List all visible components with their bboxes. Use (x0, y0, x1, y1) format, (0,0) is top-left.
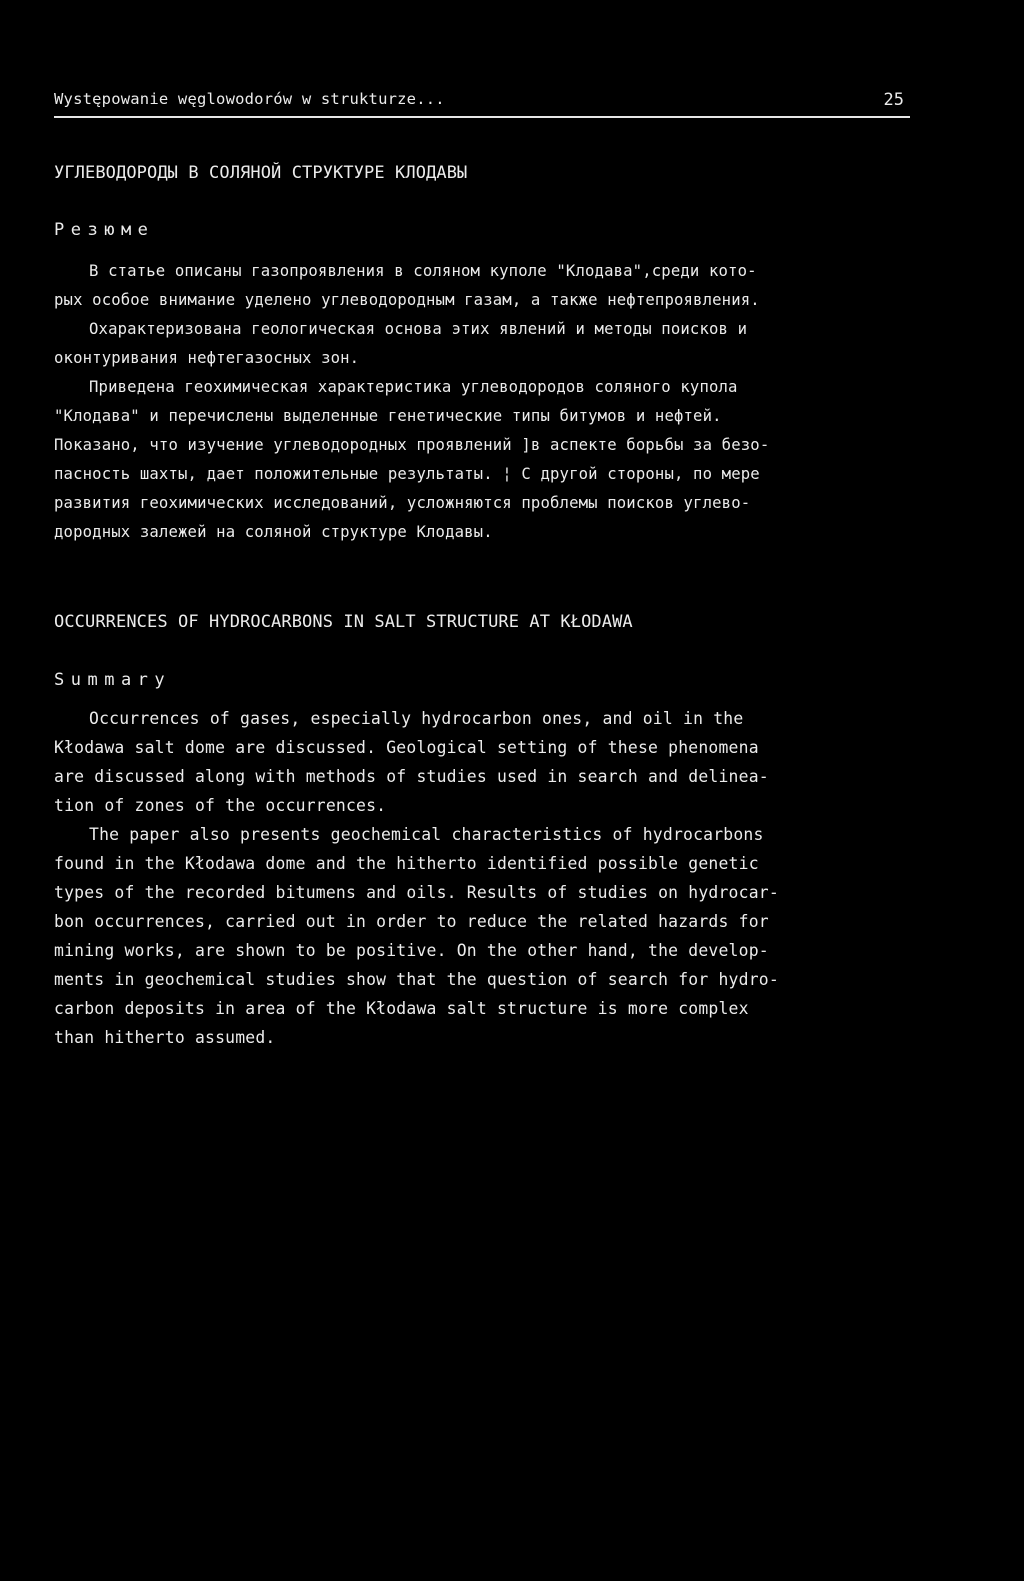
text-line: mining works, are shown to be positive. On the other hand, the develop- (54, 941, 769, 960)
text-line: В статье описаны газопроявления в соляном куполе "Клодава",среди кото- (89, 262, 757, 280)
english-summary-label: Summary (54, 670, 172, 690)
running-title: Występowanie węglowodorów w strukturze... (54, 90, 445, 108)
text-line: tion of zones of the occurrences. (54, 796, 387, 815)
russian-title: УГЛЕВОДОРОДЫ В СОЛЯНОЙ СТРУКТУРЕ КЛОДАВЫ (54, 163, 468, 183)
text-line: Охарактеризована геологическая основа этих явлений и методы поисков и (89, 320, 748, 338)
text-line: The paper also presents geochemical characteristics of hydrocarbons (89, 825, 764, 844)
text-line: than hitherto assumed. (54, 1028, 276, 1047)
text-line: Occurrences of gases, especially hydrocarbon ones, and oil in the (89, 709, 744, 728)
text-line: рых особое внимание уделено углеводородным газам, а также нефтепроявления. (54, 291, 760, 309)
text-line: found in the Kłodawa dome and the hitherto identified possible genetic (54, 854, 759, 873)
text-line: bon occurrences, carried out in order to reduce the related hazards for (54, 912, 769, 931)
russian-summary-label: Резюме (54, 220, 155, 240)
english-title: OCCURRENCES OF HYDROCARBONS IN SALT STRUCTURE AT KŁODAWA (54, 612, 633, 632)
russian-summary-text (54, 257, 914, 547)
text-line: "Клодава" и перечислены выделенные генетические типы битумов и нефтей. (54, 407, 722, 425)
text-line: are discussed along with methods of studies used in search and delinea- (54, 767, 769, 786)
running-header (54, 88, 910, 118)
text-line: Показано, что изучение углеводородных проявлений ]в аспекте борьбы за безо- (54, 436, 770, 454)
text-line: types of the recorded bitumens and oils. Results of studies on hydrocar- (54, 883, 779, 902)
text-line: оконтуривания нефтегазосных зон. (54, 349, 360, 367)
text-line: Приведена геохимическая характеристика углеводородов соляного купола (89, 378, 738, 396)
text-line: дородных залежей на соляной структуре Клодавы. (54, 523, 493, 541)
text-line: пасность шахты, дает положительные результаты. ¦ С другой стороны, по мере (54, 465, 760, 483)
page-number: 25 (883, 90, 904, 110)
text-line: ments in geochemical studies show that the question of search for hydro- (54, 970, 779, 989)
text-line: развития геохимических исследований, усложняются проблемы поисков углево- (54, 494, 751, 512)
english-summary-text (54, 704, 914, 1052)
text-line: carbon deposits in area of the Kłodawa salt structure is more complex (54, 999, 749, 1018)
text-line: Kłodawa salt dome are discussed. Geological setting of these phenomena (54, 738, 759, 757)
